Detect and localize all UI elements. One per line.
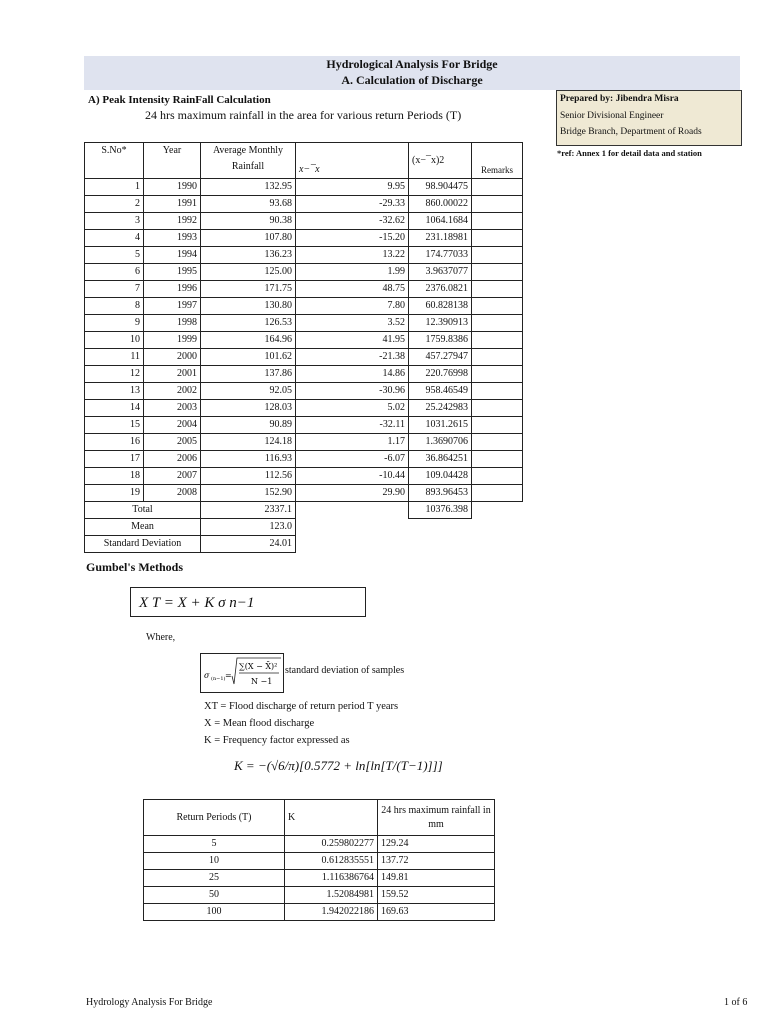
row-deviation: 1.99 <box>296 264 409 281</box>
department: Bridge Branch, Department of Roads <box>560 127 702 137</box>
row-sno: 9 <box>85 315 144 332</box>
row-return-period: 50 <box>144 887 285 904</box>
table-row <box>85 213 523 230</box>
row-remarks <box>472 468 523 485</box>
row-deviation: 14.86 <box>296 366 409 383</box>
table-row <box>85 264 523 281</box>
row-max-rainfall: 129.24 <box>378 836 495 853</box>
header-avg-rainfall: Average Monthly Rainfall <box>201 143 296 179</box>
sd-formula-icon <box>201 654 283 692</box>
row-k: 0.259802277 <box>285 836 378 853</box>
row-sno: 17 <box>85 451 144 468</box>
row-sno: 8 <box>85 298 144 315</box>
svg-text:=: = <box>225 671 232 680</box>
row-year: 2007 <box>144 468 201 485</box>
table-row <box>85 383 523 400</box>
row-deviation: -30.96 <box>296 383 409 400</box>
row-k: 1.116386764 <box>285 870 378 887</box>
table-row <box>85 281 523 298</box>
row-year: 1995 <box>144 264 201 281</box>
row-year: 2008 <box>144 485 201 502</box>
row-remarks <box>472 400 523 417</box>
page-header <box>84 56 740 90</box>
row-max-rainfall: 149.81 <box>378 870 495 887</box>
row-year: 1996 <box>144 281 201 298</box>
rainfall-table <box>84 142 523 553</box>
designation: Senior Divisional Engineer <box>560 110 664 121</box>
prepared-by-box <box>556 90 742 146</box>
total-sq-value: 10376.398 <box>409 502 472 519</box>
row-remarks <box>472 213 523 230</box>
row-year: 1994 <box>144 247 201 264</box>
doc-subtitle: A. Calculation of Discharge <box>341 73 483 87</box>
page-number: 1 of 6 <box>724 997 748 1008</box>
header-year: Year <box>144 143 201 179</box>
svg-text:∑(X − X̄)²: ∑(X − X̄)² <box>239 662 278 671</box>
row-remarks <box>472 264 523 281</box>
row-sno: 15 <box>85 417 144 434</box>
table-row <box>85 451 523 468</box>
row-deviation: -32.11 <box>296 417 409 434</box>
row-sno: 5 <box>85 247 144 264</box>
header-max-rainfall: 24 hrs maximum rainfall in mm <box>378 800 495 836</box>
table-row <box>85 485 523 502</box>
row-remarks <box>472 281 523 298</box>
row-year: 2004 <box>144 417 201 434</box>
table-row <box>144 870 495 887</box>
row-sno: 11 <box>85 349 144 366</box>
row-sno: 2 <box>85 196 144 213</box>
row-sno: 4 <box>85 230 144 247</box>
sd-label: Standard Deviation <box>85 536 201 553</box>
table-row <box>144 887 495 904</box>
row-return-period: 25 <box>144 870 285 887</box>
definition-xt: XT = Flood discharge of return period T years <box>204 701 399 712</box>
row-k: 0.612835551 <box>285 853 378 870</box>
row-remarks <box>472 349 523 366</box>
row-sno: 13 <box>85 383 144 400</box>
row-sno: 12 <box>85 366 144 383</box>
table-row <box>85 332 523 349</box>
row-deviation: 5.02 <box>296 400 409 417</box>
gumbel-formula: X T = X + K σ n−1 <box>130 587 366 617</box>
row-deviation-sq: 231.18981 <box>409 230 472 247</box>
row-deviation: 9.95 <box>296 179 409 196</box>
row-deviation: 1.17 <box>296 434 409 451</box>
row-remarks <box>472 451 523 468</box>
row-year: 1990 <box>144 179 201 196</box>
row-rainfall: 101.62 <box>201 349 296 366</box>
row-deviation-sq: 3.9637077 <box>409 264 472 281</box>
row-return-period: 10 <box>144 853 285 870</box>
table-row <box>85 196 523 213</box>
table-row <box>85 468 523 485</box>
row-k: 1.52084981 <box>285 887 378 904</box>
row-sno: 10 <box>85 332 144 349</box>
table-row <box>144 853 495 870</box>
table-row <box>85 298 523 315</box>
row-remarks <box>472 247 523 264</box>
row-deviation-sq: 1031.2615 <box>409 417 472 434</box>
row-year: 1999 <box>144 332 201 349</box>
header-deviation: x−¯x <box>296 143 409 179</box>
row-remarks <box>472 298 523 315</box>
row-deviation-sq: 457.27947 <box>409 349 472 366</box>
row-sno: 7 <box>85 281 144 298</box>
row-sno: 18 <box>85 468 144 485</box>
reference-note: *ref: Annex 1 for detail data and station <box>557 148 702 158</box>
k-formula: K = −(√6/π)[0.5772 + ln[ln[T/(T−1)]]] <box>234 758 443 773</box>
table-row <box>85 417 523 434</box>
row-sno: 16 <box>85 434 144 451</box>
table-row <box>85 434 523 451</box>
row-sno: 3 <box>85 213 144 230</box>
row-deviation-sq: 174.77033 <box>409 247 472 264</box>
definition-x: X = Mean flood discharge <box>204 718 315 729</box>
gumbel-title: Gumbel's Methods <box>86 560 184 574</box>
row-rainfall: 126.53 <box>201 315 296 332</box>
row-deviation-sq: 860.00022 <box>409 196 472 213</box>
table-row <box>85 179 523 196</box>
row-year: 1991 <box>144 196 201 213</box>
row-year: 1998 <box>144 315 201 332</box>
header-remarks: Remarks <box>472 143 523 179</box>
table-row <box>144 836 495 853</box>
total-value: 2337.1 <box>201 502 296 519</box>
header-k: K <box>285 800 378 836</box>
row-rainfall: 152.90 <box>201 485 296 502</box>
total-label: Total <box>85 502 201 519</box>
row-return-period: 100 <box>144 904 285 921</box>
sd-description: standard deviation of samples <box>285 665 405 676</box>
row-deviation: -15.20 <box>296 230 409 247</box>
definitions <box>204 698 398 749</box>
row-sno: 19 <box>85 485 144 502</box>
row-deviation-sq: 25.242983 <box>409 400 472 417</box>
row-remarks <box>472 315 523 332</box>
row-year: 1997 <box>144 298 201 315</box>
return-period-table <box>143 799 495 921</box>
row-year: 2003 <box>144 400 201 417</box>
row-deviation-sq: 36.864251 <box>409 451 472 468</box>
row-sno: 6 <box>85 264 144 281</box>
row-rainfall: 130.80 <box>201 298 296 315</box>
table-row <box>85 315 523 332</box>
row-remarks <box>472 366 523 383</box>
row-deviation-sq: 60.828138 <box>409 298 472 315</box>
definition-k: K = Frequency factor expressed as <box>204 735 350 746</box>
row-rainfall: 132.95 <box>201 179 296 196</box>
row-remarks <box>472 434 523 451</box>
row-rainfall: 90.89 <box>201 417 296 434</box>
mean-value: 123.0 <box>201 519 296 536</box>
row-rainfall: 136.23 <box>201 247 296 264</box>
sd-value: 24.01 <box>201 536 296 553</box>
row-rainfall: 93.68 <box>201 196 296 213</box>
row-rainfall: 124.18 <box>201 434 296 451</box>
svg-text:σ: σ <box>204 671 210 680</box>
row-year: 1992 <box>144 213 201 230</box>
row-rainfall: 116.93 <box>201 451 296 468</box>
row-rainfall: 107.80 <box>201 230 296 247</box>
row-rainfall: 112.56 <box>201 468 296 485</box>
row-rainfall: 90.38 <box>201 213 296 230</box>
row-year: 2000 <box>144 349 201 366</box>
row-return-period: 5 <box>144 836 285 853</box>
header-sno: S.No* <box>85 143 144 179</box>
footer-title: Hydrology Analysis For Bridge <box>86 997 213 1008</box>
table-row <box>85 349 523 366</box>
row-deviation-sq: 1064.1684 <box>409 213 472 230</box>
row-deviation: -29.33 <box>296 196 409 213</box>
svg-text:(n−1): (n−1) <box>211 676 226 682</box>
row-rainfall: 171.75 <box>201 281 296 298</box>
row-rainfall: 92.05 <box>201 383 296 400</box>
row-year: 2001 <box>144 366 201 383</box>
header-return-period: Return Periods (T) <box>144 800 285 836</box>
row-max-rainfall: 169.63 <box>378 904 495 921</box>
row-rainfall: 164.96 <box>201 332 296 349</box>
row-year: 1993 <box>144 230 201 247</box>
row-year: 2002 <box>144 383 201 400</box>
section-title: A) Peak Intensity RainFall Calculation <box>88 94 271 106</box>
sd-formula-box <box>200 653 284 693</box>
row-deviation: 41.95 <box>296 332 409 349</box>
table-row <box>144 904 495 921</box>
row-deviation-sq: 109.04428 <box>409 468 472 485</box>
header-deviation-sq: (x−¯x)2 <box>409 143 472 179</box>
row-year: 2005 <box>144 434 201 451</box>
row-sno: 1 <box>85 179 144 196</box>
table-row <box>85 247 523 264</box>
where-label: Where, <box>146 632 176 643</box>
row-remarks <box>472 383 523 400</box>
row-deviation: 3.52 <box>296 315 409 332</box>
row-deviation-sq: 1.3690706 <box>409 434 472 451</box>
table-row <box>85 230 523 247</box>
row-rainfall: 137.86 <box>201 366 296 383</box>
row-remarks <box>472 485 523 502</box>
svg-text:N −1: N −1 <box>251 677 273 686</box>
row-max-rainfall: 137.72 <box>378 853 495 870</box>
row-remarks <box>472 179 523 196</box>
mean-label: Mean <box>85 519 201 536</box>
row-deviation: 7.80 <box>296 298 409 315</box>
row-max-rainfall: 159.52 <box>378 887 495 904</box>
row-deviation: 13.22 <box>296 247 409 264</box>
row-deviation-sq: 1759.8386 <box>409 332 472 349</box>
row-rainfall: 128.03 <box>201 400 296 417</box>
row-deviation: 29.90 <box>296 485 409 502</box>
row-deviation-sq: 220.76998 <box>409 366 472 383</box>
row-deviation-sq: 893.96453 <box>409 485 472 502</box>
row-k: 1.942022186 <box>285 904 378 921</box>
row-remarks <box>472 332 523 349</box>
row-deviation: -10.44 <box>296 468 409 485</box>
row-deviation: -32.62 <box>296 213 409 230</box>
table-row <box>85 366 523 383</box>
row-deviation: -6.07 <box>296 451 409 468</box>
row-rainfall: 125.00 <box>201 264 296 281</box>
row-deviation-sq: 958.46549 <box>409 383 472 400</box>
row-deviation-sq: 12.390913 <box>409 315 472 332</box>
row-deviation-sq: 98.904475 <box>409 179 472 196</box>
prepared-by: Prepared by: Jibendra Misra <box>560 94 679 104</box>
row-deviation: 48.75 <box>296 281 409 298</box>
row-remarks <box>472 417 523 434</box>
row-sno: 14 <box>85 400 144 417</box>
row-remarks <box>472 230 523 247</box>
section-subtitle: 24 hrs maximum rainfall in the area for various return Periods (T) <box>145 108 462 122</box>
table-row <box>85 400 523 417</box>
row-remarks <box>472 196 523 213</box>
row-deviation-sq: 2376.0821 <box>409 281 472 298</box>
row-deviation: -21.38 <box>296 349 409 366</box>
row-year: 2006 <box>144 451 201 468</box>
doc-title: Hydrological Analysis For Bridge <box>326 57 498 71</box>
